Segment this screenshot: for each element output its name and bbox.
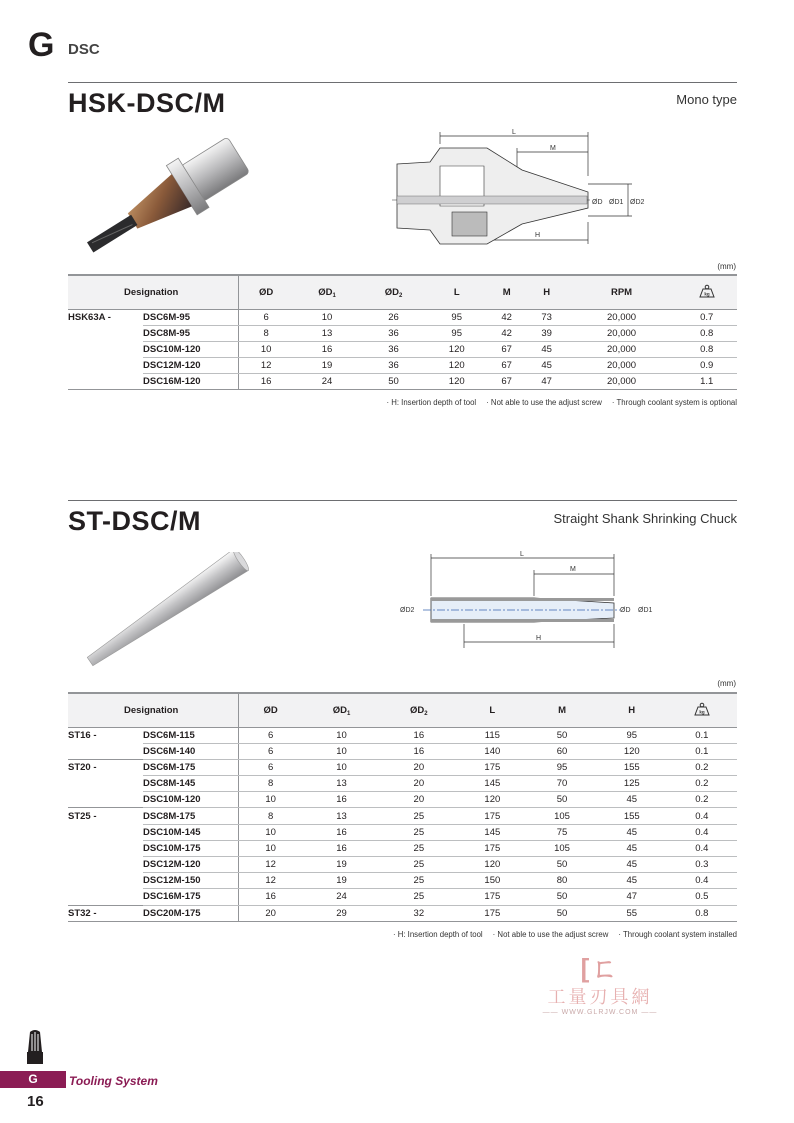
cell-d1: 24 xyxy=(294,374,361,390)
cell-m: 95 xyxy=(527,759,597,775)
cell-l: 120 xyxy=(457,857,527,873)
cell-d1: 16 xyxy=(294,341,361,357)
cell-kg: 0.3 xyxy=(667,857,737,873)
dim2-m-label: M xyxy=(570,566,576,573)
row-designation: DSC8M-175 xyxy=(143,808,238,824)
cell-rpm: 20,000 xyxy=(567,374,677,390)
cell-d: 10 xyxy=(238,792,303,808)
cell-l: 175 xyxy=(457,905,527,921)
table-row xyxy=(68,905,737,921)
st-chuck-photo xyxy=(76,552,261,667)
section1-rule xyxy=(68,82,737,83)
cell-l: 95 xyxy=(427,309,487,325)
table-row xyxy=(68,325,737,341)
cell-l: 120 xyxy=(427,341,487,357)
row-designation: DSC8M-95 xyxy=(143,325,238,341)
row-designation: DSC12M-120 xyxy=(143,857,238,873)
cell-h: 155 xyxy=(597,759,667,775)
cell-m: 75 xyxy=(527,824,597,840)
cell-m: 67 xyxy=(487,358,527,374)
cell-d2: 20 xyxy=(380,759,457,775)
cell-l: 175 xyxy=(457,759,527,775)
cell-d1: 10 xyxy=(303,727,380,743)
cell-kg: 0.1 xyxy=(667,727,737,743)
row-designation: DSC8M-145 xyxy=(143,776,238,792)
dim-d2-label: ØD2 xyxy=(630,199,645,206)
cell-kg: 0.8 xyxy=(667,905,737,921)
col2-d2: $ØD_2$ xyxy=(380,693,457,727)
cell-d1: 19 xyxy=(294,358,361,374)
cell-h: 45 xyxy=(597,873,667,889)
row-group-label xyxy=(68,840,143,856)
section1-unit: (mm) xyxy=(717,262,736,271)
cell-h: 45 xyxy=(597,792,667,808)
row-designation: DSC6M-140 xyxy=(143,743,238,759)
col2-l: L xyxy=(457,693,527,727)
cell-d2: 36 xyxy=(360,341,427,357)
cell-l: 175 xyxy=(457,808,527,824)
row-designation: DSC20M-175 xyxy=(143,905,238,921)
cell-d1: 19 xyxy=(303,857,380,873)
note-item: · Through coolant system is optional xyxy=(611,398,737,407)
col-d: ØD xyxy=(238,275,294,309)
cell-d: 10 xyxy=(238,824,303,840)
watermark xyxy=(530,948,670,1016)
watermark-url: —— WWW.GLRJW.COM —— xyxy=(542,1009,658,1016)
cell-d1: 24 xyxy=(303,889,380,905)
cell-d2: 25 xyxy=(380,857,457,873)
cell-rpm: 20,000 xyxy=(567,309,677,325)
col2-designation: Designation xyxy=(68,693,238,727)
cell-h: 45 xyxy=(527,358,567,374)
row-group-label: ST20 - xyxy=(68,759,143,775)
weight-icon xyxy=(699,284,715,298)
row-group-label xyxy=(68,857,143,873)
row-designation: DSC6M-175 xyxy=(143,759,238,775)
cell-l: 150 xyxy=(457,873,527,889)
row-group-label xyxy=(68,743,143,759)
cell-d2: 32 xyxy=(380,905,457,921)
footer-chapter-tab: G xyxy=(0,1071,66,1088)
table-row xyxy=(68,374,737,390)
cell-m: 67 xyxy=(487,374,527,390)
cell-h: 47 xyxy=(597,889,667,905)
cell-d1: 16 xyxy=(303,840,380,856)
cell-d2: 36 xyxy=(360,358,427,374)
cell-h: 47 xyxy=(527,374,567,390)
cell-m: 50 xyxy=(527,905,597,921)
cell-m: 105 xyxy=(527,808,597,824)
table-row xyxy=(68,840,737,856)
col2-d: ØD xyxy=(238,693,303,727)
dim-m-label: M xyxy=(550,145,556,152)
svg-text:kg: kg xyxy=(704,291,710,297)
cell-l: 145 xyxy=(457,776,527,792)
cell-d1: 16 xyxy=(303,824,380,840)
cell-kg: 0.8 xyxy=(676,341,737,357)
row-group-label: ST32 - xyxy=(68,905,143,921)
dim2-d-label: ØD xyxy=(620,607,631,614)
section2-spec-table xyxy=(68,692,737,922)
cell-kg: 0.2 xyxy=(667,792,737,808)
cell-d1: 10 xyxy=(303,743,380,759)
cell-kg: 0.4 xyxy=(667,873,737,889)
cell-kg: 0.1 xyxy=(667,743,737,759)
table-row xyxy=(68,759,737,775)
cell-m: 80 xyxy=(527,873,597,889)
cell-d: 8 xyxy=(238,776,303,792)
row-designation: DSC6M-95 xyxy=(143,309,238,325)
note-item: · H: Insertion depth of tool xyxy=(392,930,483,939)
cell-d2: 25 xyxy=(380,824,457,840)
watermark-logo: [ㄈ xyxy=(580,953,620,983)
row-group-label xyxy=(68,824,143,840)
cell-kg: 0.4 xyxy=(667,824,737,840)
hsk-chuck-diagram xyxy=(392,126,652,250)
cell-d2: 26 xyxy=(360,309,427,325)
cell-kg: 0.4 xyxy=(667,808,737,824)
cell-kg: 0.7 xyxy=(676,309,737,325)
cell-d1: 10 xyxy=(294,309,361,325)
section1-spec-table xyxy=(68,274,737,390)
cell-h: 55 xyxy=(597,905,667,921)
table-row xyxy=(68,824,737,840)
cell-m: 60 xyxy=(527,743,597,759)
row-group-label xyxy=(68,792,143,808)
cell-d2: 25 xyxy=(380,889,457,905)
cell-d: 16 xyxy=(238,374,294,390)
col-h: H xyxy=(527,275,567,309)
dim-h-label: H xyxy=(535,232,541,239)
section2-notes xyxy=(383,930,737,939)
row-designation: DSC10M-175 xyxy=(143,840,238,856)
cell-d1: 16 xyxy=(303,792,380,808)
cell-rpm: 20,000 xyxy=(567,358,677,374)
table-row xyxy=(68,776,737,792)
chapter-letter: G xyxy=(28,26,55,64)
cell-m: 42 xyxy=(487,325,527,341)
col-m: M xyxy=(487,275,527,309)
cell-kg: 0.2 xyxy=(667,776,737,792)
table-row xyxy=(68,341,737,357)
row-group-label xyxy=(68,341,143,357)
cell-d2: 50 xyxy=(360,374,427,390)
col-d1: $ØD_1$ xyxy=(294,275,361,309)
cell-l: 175 xyxy=(457,889,527,905)
cell-d: 12 xyxy=(238,873,303,889)
col-designation: Designation xyxy=(68,275,238,309)
cell-m: 42 xyxy=(487,309,527,325)
cell-h: 120 xyxy=(597,743,667,759)
st-chuck-diagram xyxy=(398,548,658,658)
cell-h: 73 xyxy=(527,309,567,325)
cell-d1: 13 xyxy=(294,325,361,341)
cell-d1: 13 xyxy=(303,776,380,792)
table-row xyxy=(68,358,737,374)
row-group-label xyxy=(68,358,143,374)
cell-h: 39 xyxy=(527,325,567,341)
section2-rule xyxy=(68,500,737,501)
row-group-label: HSK63A - xyxy=(68,311,111,323)
cell-d: 20 xyxy=(238,905,303,921)
dim2-l-label: L xyxy=(520,551,524,558)
cell-d2: 25 xyxy=(380,873,457,889)
row-designation: DSC6M-115 xyxy=(143,727,238,743)
cell-d: 10 xyxy=(238,840,303,856)
svg-text:kg: kg xyxy=(699,709,705,715)
table-row xyxy=(68,857,737,873)
cell-rpm: 20,000 xyxy=(567,325,677,341)
cell-l: 175 xyxy=(457,840,527,856)
chapter-category: DSC xyxy=(68,41,100,58)
cell-d: 6 xyxy=(238,727,303,743)
cell-l: 140 xyxy=(457,743,527,759)
cell-d2: 20 xyxy=(380,792,457,808)
row-group-label: ST25 - xyxy=(68,808,143,824)
cell-d2: 16 xyxy=(380,727,457,743)
table-row xyxy=(68,727,737,743)
cell-h: 45 xyxy=(597,857,667,873)
cell-d1: 10 xyxy=(303,759,380,775)
cell-d2: 16 xyxy=(380,743,457,759)
row-designation: DSC16M-120 xyxy=(143,374,238,390)
section2-subtitle: Straight Shank Shrinking Chuck xyxy=(553,511,737,526)
col-weight xyxy=(676,275,737,309)
section2-unit: (mm) xyxy=(717,679,736,688)
cell-d2: 25 xyxy=(380,840,457,856)
cell-m: 50 xyxy=(527,857,597,873)
cell-d: 10 xyxy=(238,341,294,357)
table-row xyxy=(68,309,737,325)
weight-icon xyxy=(694,702,710,716)
dim2-d1-label: ØD1 xyxy=(638,607,653,614)
cell-m: 105 xyxy=(527,840,597,856)
cell-d2: 36 xyxy=(360,325,427,341)
row-designation: DSC12M-150 xyxy=(143,873,238,889)
row-group-label xyxy=(68,873,143,889)
section1-notes xyxy=(376,398,737,407)
section1-title: HSK-DSC/M xyxy=(68,88,226,118)
cell-d2: 20 xyxy=(380,776,457,792)
cell-d: 8 xyxy=(238,808,303,824)
cell-d1: 19 xyxy=(303,873,380,889)
row-group-label xyxy=(68,325,143,341)
row-group-label xyxy=(68,374,143,390)
note-item: · H: Insertion depth of tool xyxy=(386,398,477,407)
cell-d2: 25 xyxy=(380,808,457,824)
col2-d1: $ØD_1$ xyxy=(303,693,380,727)
cell-l: 120 xyxy=(427,374,487,390)
cell-d: 6 xyxy=(238,759,303,775)
cell-h: 95 xyxy=(597,727,667,743)
table-row xyxy=(68,808,737,824)
dim2-h-label: H xyxy=(536,635,542,642)
row-designation: DSC10M-145 xyxy=(143,824,238,840)
watermark-chinese: 工量刃具網 xyxy=(547,987,653,1007)
cell-rpm: 20,000 xyxy=(567,341,677,357)
cell-h: 45 xyxy=(527,341,567,357)
hsk-chuck-photo xyxy=(74,130,264,255)
cell-kg: 1.1 xyxy=(676,374,737,390)
collet-icon xyxy=(23,1028,47,1066)
dim-d1-label: ØD1 xyxy=(609,199,624,206)
col2-h: H xyxy=(597,693,667,727)
cell-d1: 13 xyxy=(303,808,380,824)
note-item: · Not able to use the adjust screw xyxy=(486,398,602,407)
page-number: 16 xyxy=(27,1093,44,1110)
row-group-label xyxy=(68,889,143,905)
row-designation: DSC16M-175 xyxy=(143,889,238,905)
dim-d-label: ØD xyxy=(592,199,603,206)
dim-l-label: L xyxy=(512,129,516,136)
cell-l: 95 xyxy=(427,325,487,341)
cell-kg: 0.5 xyxy=(667,889,737,905)
table-row xyxy=(68,873,737,889)
note-item: · Not able to use the adjust screw xyxy=(492,930,609,939)
cell-kg: 0.8 xyxy=(676,325,737,341)
cell-kg: 0.2 xyxy=(667,759,737,775)
cell-m: 50 xyxy=(527,792,597,808)
cell-d: 6 xyxy=(238,309,294,325)
cell-m: 50 xyxy=(527,727,597,743)
row-designation: DSC12M-120 xyxy=(143,358,238,374)
row-group-label xyxy=(68,776,143,792)
col2-weight xyxy=(667,693,737,727)
col-d2: $ØD_2$ xyxy=(360,275,427,309)
cell-m: 50 xyxy=(527,889,597,905)
cell-d: 16 xyxy=(238,889,303,905)
row-designation: DSC10M-120 xyxy=(143,341,238,357)
row-group-label: ST16 - xyxy=(68,729,97,741)
cell-h: 125 xyxy=(597,776,667,792)
cell-h: 45 xyxy=(597,824,667,840)
cell-h: 155 xyxy=(597,808,667,824)
dim2-d2-label: ØD2 xyxy=(400,607,415,614)
cell-l: 145 xyxy=(457,824,527,840)
cell-d1: 29 xyxy=(303,905,380,921)
cell-m: 67 xyxy=(487,341,527,357)
row-designation: DSC10M-120 xyxy=(143,792,238,808)
cell-d: 6 xyxy=(238,743,303,759)
cell-d: 12 xyxy=(238,358,294,374)
cell-kg: 0.9 xyxy=(676,358,737,374)
cell-l: 120 xyxy=(427,358,487,374)
note-item: · Through coolant system installed xyxy=(618,930,737,939)
col-rpm: RPM xyxy=(567,275,677,309)
col2-m: M xyxy=(527,693,597,727)
table-row xyxy=(68,792,737,808)
section2-title: ST-DSC/M xyxy=(68,506,202,536)
footer-label: Tooling System xyxy=(69,1074,158,1088)
cell-h: 45 xyxy=(597,840,667,856)
table-row xyxy=(68,743,737,759)
cell-d: 8 xyxy=(238,325,294,341)
section1-subtitle: Mono type xyxy=(676,92,737,107)
cell-l: 115 xyxy=(457,727,527,743)
col-l: L xyxy=(427,275,487,309)
cell-m: 70 xyxy=(527,776,597,792)
cell-kg: 0.4 xyxy=(667,840,737,856)
cell-d: 12 xyxy=(238,857,303,873)
cell-l: 120 xyxy=(457,792,527,808)
table-row xyxy=(68,889,737,905)
